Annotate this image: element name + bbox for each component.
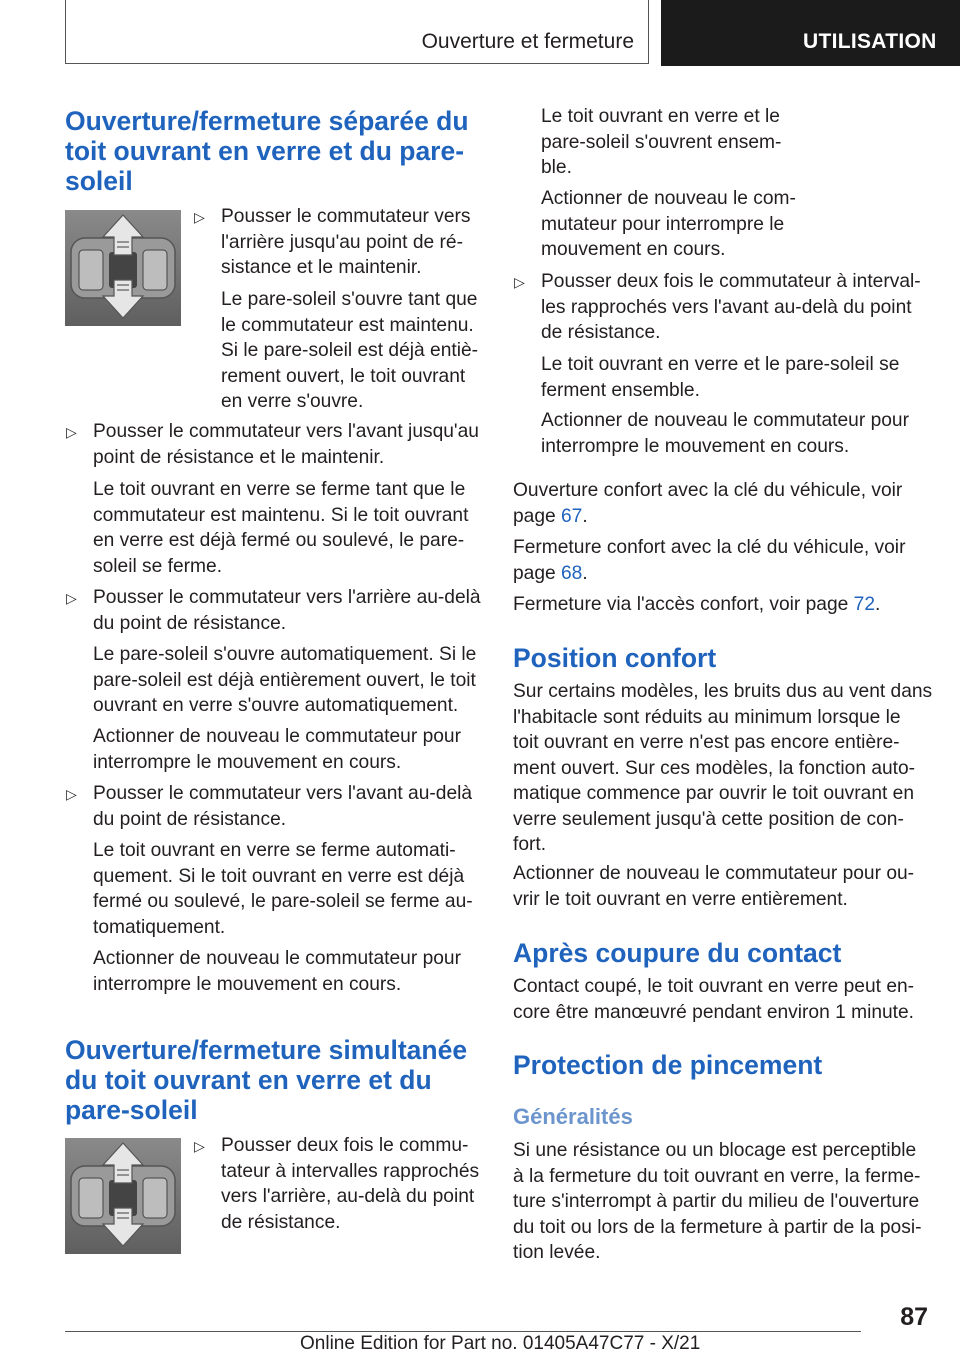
comfort-paragraph-1 [513,679,932,858]
roof-switch-illustration [65,1138,181,1254]
header-section-box [65,0,649,64]
text-line: soleil se ferme. [93,555,223,577]
text-line: sistance et le maintenir. [221,257,422,278]
header-chapter-box [661,0,960,66]
result-text-2 [541,186,796,263]
footer-edition [300,1333,700,1355]
text-line: l'arrière jusqu'au point de ré- [221,231,463,253]
text-line: Le pare-soleil s'ouvre tant que [221,289,478,310]
text-line: tion levée. [513,1242,601,1263]
bullet-2-result [93,477,468,579]
bullet-2-text [93,419,479,470]
xref-comfort-open: Ouverture confort avec la clé du véhicule, voir page 67. [513,480,903,527]
text-line: ture s'interrompt à partir du milieu de l'ouverture [513,1191,920,1212]
text-line: toit ouvrant en verre n'est pas encore entière- [513,732,900,753]
text-line: Actionner de nouveau le commutateur pour ou- [513,863,915,884]
bullet-4-result [93,838,473,940]
text-line: fermé ou soulevé, le pare-soleil se ferme au- [93,891,473,912]
heading-after-ignition: Après coupure du contact [513,938,842,968]
text-line: Pousser le commutateur vers l'avant au-delà [93,783,473,804]
text-line: Contact coupé, le toit ouvrant en verre peut en- [513,976,915,997]
text-line: Pousser le commutateur vers l'arrière au-delà [93,587,481,608]
bullet-triangle-icon: ▷ [66,590,77,606]
heading-line: toit ouvrant en verre et du pare- [65,136,465,166]
text-line: rement ouvert, le toit ouvrant [221,365,466,387]
bullet-4-note [93,946,461,997]
result-text-1 [541,104,781,181]
heading-line: du toit ouvrant en verre et du [65,1065,432,1095]
header-chapter-title: UTILISATION [803,30,937,53]
text-line: Pousser le commutateur vers [221,206,471,227]
text-line: Si le pare-soleil est déjà entiè- [221,340,479,361]
bullet-1-result [221,287,478,415]
text-line: Actionner de nouveau le commutateur pour [93,726,461,747]
text-line: vers l'arrière, au-delà du point [221,1186,475,1207]
text-line: de résistance. [221,1211,341,1233]
roof-switch-image-2 [65,1138,181,1254]
text-line: ferment ensemble. [541,379,700,401]
after-ignition-paragraph [513,974,914,1025]
bullet-1-text [221,204,471,281]
heading-line: Ouverture/fermeture simultanée [65,1035,468,1065]
text-line: matique commence par ouvrir le toit ouvrant en [513,783,914,804]
text-line: de résistance. [541,322,661,343]
text-line: Fermeture confort avec la clé du véhicule, voir [513,537,906,558]
text-line: Le toit ouvrant en verre se ferme tant que le [93,479,466,500]
text-line: Le toit ouvrant en verre se ferme automati- [93,840,456,861]
text-line: Le toit ouvrant en verre et le [541,106,780,127]
bullet-3-result [93,642,476,719]
bullet-4-text [93,781,472,832]
text-line: ouvrant en verre s'ouvre automatiquement. [93,695,459,716]
text-line: l'habitacle sont réduits au minimum lorsque le [513,706,901,728]
text-line: Actionner de nouveau le commutateur pour [541,410,909,431]
text-line: Pousser le commutateur vers l'avant jusqu'au [93,421,479,442]
text-line: les rapprochés vers l'avant au-delà du point [541,296,912,318]
text-line: Pousser deux fois le commu- [221,1135,469,1156]
text-line: à la fermeture du toit ouvrant en verre, la ferme- [513,1165,921,1187]
bullet-6-text [541,269,921,346]
xref-comfort-access: Fermeture via l'accès confort, voir page 72. [513,594,881,615]
page-link-67[interactable]: 67 [561,505,583,527]
text-line: point de résistance et le maintenir. [93,446,385,468]
text-line: pare-soleil est déjà entièrement ouvert, le toit [93,669,476,691]
text-line: mutateur pour interrompre le [541,213,785,235]
text-line: verre seulement jusqu'à cette position de con- [513,808,904,830]
text-line: du point de résistance. [93,612,287,634]
text-line: Si une résistance ou un blocage est perceptible [513,1140,917,1161]
bullet-6-note [541,408,909,459]
bullet-triangle-icon: ▷ [66,786,77,802]
heading-line: pare-soleil [65,1095,198,1125]
bullet-6-result [541,352,899,403]
roof-switch-illustration [65,210,181,326]
heading-simultaneous [65,1035,467,1125]
text-line: en verre est déjà fermé ou soulevé, le pare- [93,530,465,551]
bullet-3-text [93,585,481,636]
page-link-72[interactable]: 72 [853,594,875,615]
text-line: pare-soleil s'ouvrent ensem- [541,131,782,153]
text-line: tateur à intervalles rapprochés [221,1160,480,1182]
xref-comfort-close: Fermeture confort avec la clé du véhicule, voir page 68. [513,537,906,584]
general-paragraph [513,1138,921,1266]
subheading-general: Généralités [513,1104,633,1129]
bullet-triangle-icon: ▷ [66,424,77,440]
text-line: interrompre le mouvement en cours. [93,973,402,995]
page-link-68[interactable]: 68 [561,562,583,584]
footer-edition-text: Online Edition for Part no. 01405A47C77 - X/21 [300,1333,701,1354]
text-line: vrir le toit ouvrant en verre entièrement. [513,888,848,910]
text-line: commutateur est maintenu. Si le toit ouvrant [93,504,469,526]
text-line: Le toit ouvrant en verre et le pare-soleil se [541,354,900,375]
text-line: Actionner de nouveau le commutateur pour [93,948,461,969]
page-number: 87 [900,1303,928,1331]
text-line: le commutateur est maintenu. [221,314,474,336]
footer-divider [65,1331,861,1332]
heading-comfort-position: Position confort [513,643,717,673]
text-line: Pousser deux fois le commutateur à interval- [541,271,921,292]
text-line: Ouverture confort avec la clé du véhicule, voir [513,480,903,501]
heading-line: Ouverture/fermeture séparée du [65,106,469,136]
text-line: ble. [541,157,572,178]
heading-pinch-protection: Protection de pincement [513,1050,823,1080]
heading-separate [65,106,469,196]
text-line: en verre s'ouvre. [221,391,364,412]
roof-switch-image [65,210,181,326]
heading-line: soleil [65,166,133,196]
bullet-triangle-icon: ▷ [194,1138,205,1154]
bullet-5-text [221,1133,479,1235]
text-line: Actionner de nouveau le com- [541,188,796,209]
text-line: fort. [513,834,547,855]
bullet-3-note [93,724,461,775]
text-line: page [513,562,562,584]
text-line: page [513,505,562,527]
bullet-triangle-icon: ▷ [194,209,205,225]
text-line: interrompre le mouvement en cours. [541,435,850,457]
text-line: ment ouvert. Sur ces modèles, la fonction auto- [513,757,916,779]
text-line: Le pare-soleil s'ouvre automatiquement. Si le [93,644,477,665]
text-line: mouvement en cours. [541,239,726,260]
text-line: core être manœuvré pendant environ 1 minute. [513,1001,915,1023]
comfort-paragraph-2 [513,861,914,912]
text-line: quement. Si le toit ouvrant en verre est déjà [93,865,465,887]
text-line: du toit ou lors de la fermeture à partir de la posi- [513,1216,922,1238]
text-line: Sur certains modèles, les bruits dus au vent dans [513,681,933,702]
text-line: tomatiquement. [93,916,226,938]
header-section-title: Ouverture et fermeture [421,30,634,53]
text-line: du point de résistance. [93,808,287,830]
bullet-triangle-icon: ▷ [514,274,525,290]
text-line: Fermeture via l'accès confort, voir page [513,594,854,615]
text-line: interrompre le mouvement en cours. [93,751,402,773]
